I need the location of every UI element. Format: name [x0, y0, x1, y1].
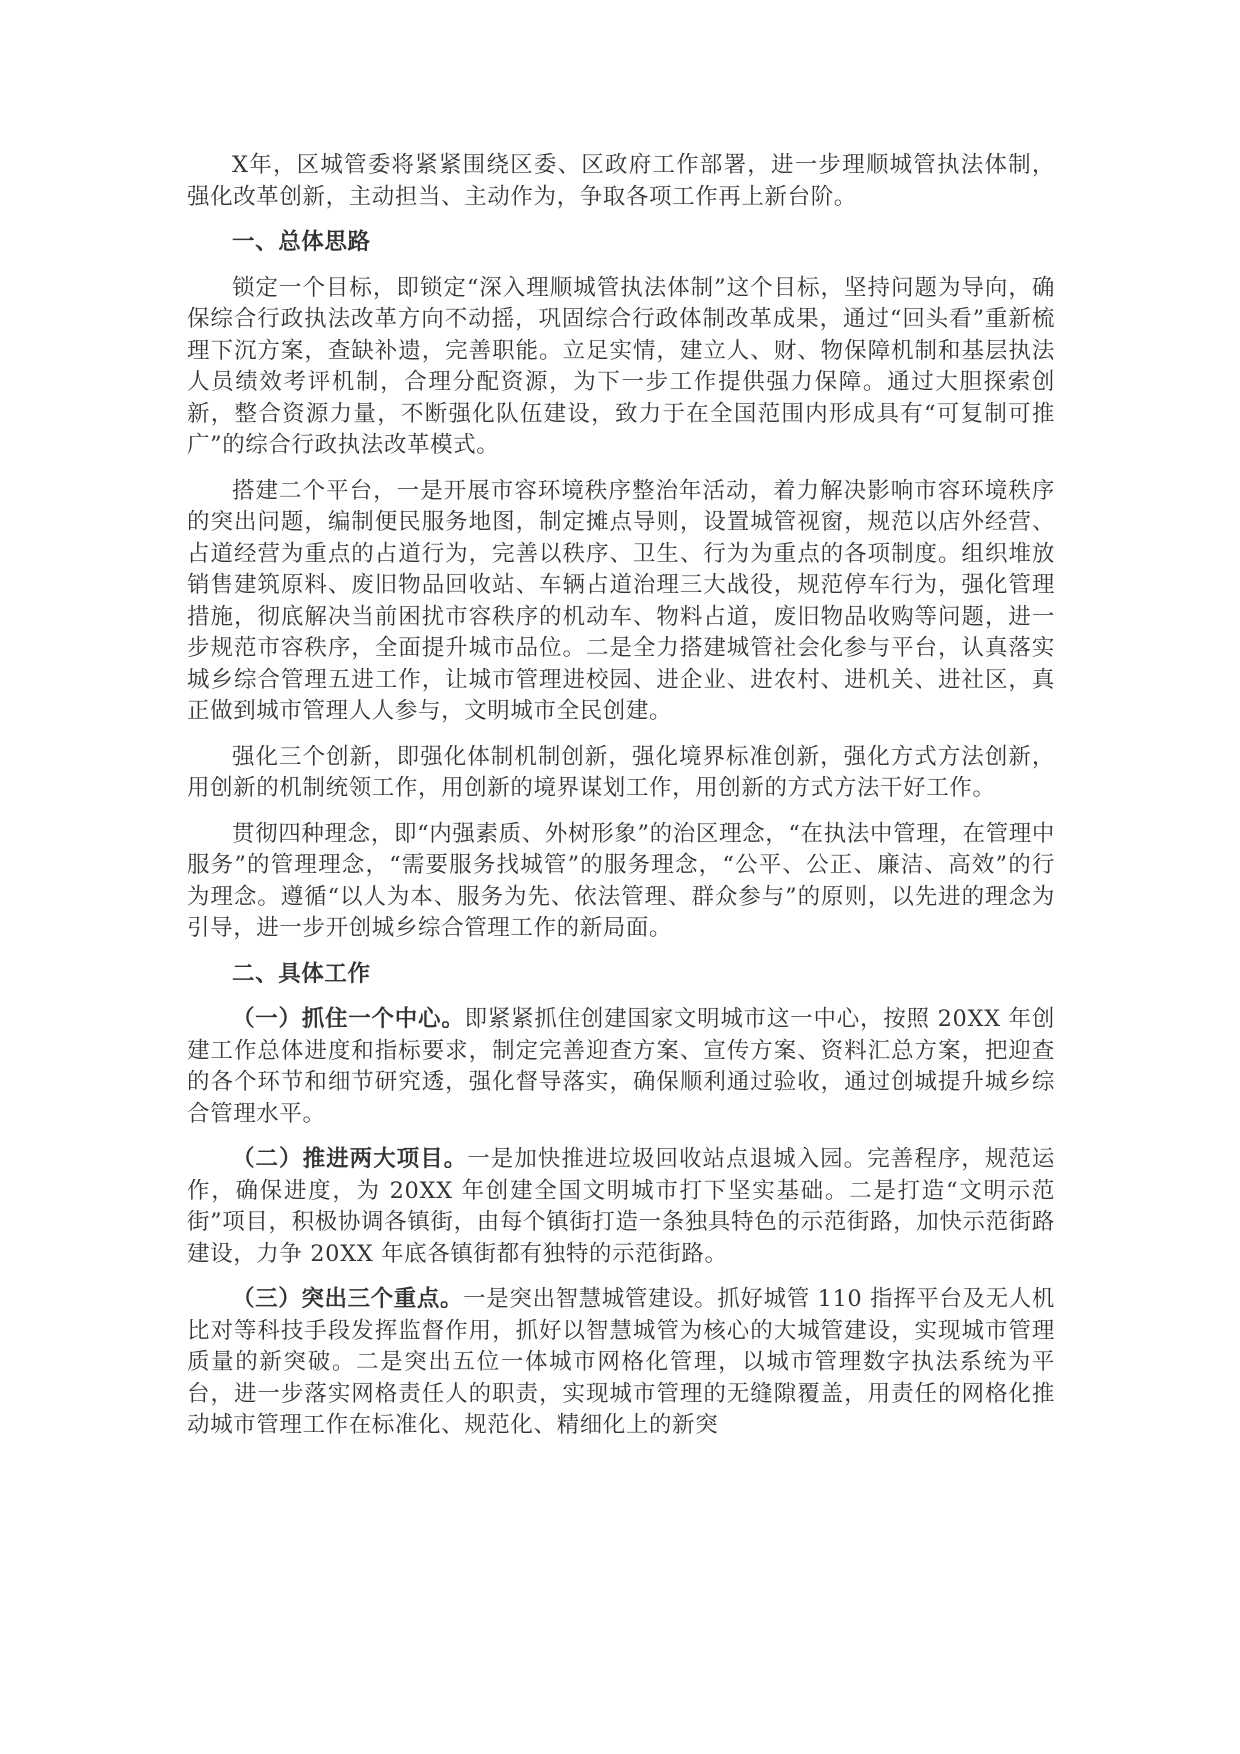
work-item-two-projects: [187, 1144, 1055, 1270]
paragraph-three-innovations: 强化三个创新，即强化体制机制创新，强化境界标准创新，强化方式方法创新，用创新的机制统领工作，用创新的境界谋划工作，用创新的方式方法干好工作。: [187, 743, 1055, 801]
work-item-lead: （三）突出三个重点。: [232, 1286, 464, 1312]
paragraph-two-platforms: 搭建二个平台，一是开展市容环境秩序整治年活动，着力解决影响市容环境秩序的突出问题，编制便民服务地图，制定摊点导则，设置城管视窗，规范以店外经营、占道经营为重点的占道行为，完善以秩序、卫生、行为为重点的各项制度。组织堆放销售建筑原料、废旧物品回收站、车辆占道治理三大战役，规范停车行为，强化管理措施，彻底解决当前困扰市容秩序的机动车、物料占道，废旧物品收购等问题，进一步规范市容秩序，全面提升城市品位。二是全力搭建城管社会化参与平台，认真落实城乡综合管理五进工作，让城市管理进校园、进企业、进农村、进机关、进社区，真正做到城市管理人人参与，文明城市全民创建。: [187, 477, 1055, 724]
section-heading-overall-approach: 一、总体思路: [232, 229, 371, 255]
work-item-one-center: [187, 1004, 1055, 1130]
work-item-text: 即紧紧抓住创建国家文明城市这一中心，按照 20XX 年创建工作总体进度和指标要求，制定完善迎查方案、宣传方案、资料汇总方案，把迎查的各个环节和细节研究透，强化督导落实，确保顺利通过验收，通过创城提升城乡综合管理水平。: [187, 1006, 1055, 1127]
work-item-text: 一是加快推进垃圾回收站点退城入园。完善程序，规范运作，确保进度，为 20XX 年创建全国文明城市打下坚实基础。二是打造“文明示范街”项目，积极协调各镇街，由每个镇街打造一条独具特色的示范街路，加快示范街路建设，力争 20XX 年底各镇街都有独特的示范街路。: [187, 1146, 1055, 1267]
paragraph-four-concepts: 贯彻四种理念，即“内强素质、外树形象”的治区理念，“在执法中管理，在管理中服务”的管理理念，“需要服务找城管”的服务理念，“公平、公正、廉洁、高效”的行为理念。遵循“以人为本、服务为先、依法管理、群众参与”的原则，以先进的理念为引导，进一步开创城乡综合管理工作的新局面。: [187, 820, 1055, 941]
work-item-text: 一是突出智慧城管建设。抓好城管 110 指挥平台及无人机比对等科技手段发挥监督作用，抓好以智慧城管为核心的大城管建设，实现城市管理质量的新突破。二是突出五位一体城市网格化管理，以城市管理数字执法系统为平台，进一步落实网格责任人的职责，实现城市管理的无缝隙覆盖，用责任的网格化推动城市管理工作在标准化、规范化、精细化上的新突: [187, 1286, 1055, 1438]
document-page: [187, 150, 1055, 1456]
work-item-lead: （二）推进两大项目。: [232, 1146, 468, 1172]
work-item-lead: （一）抓住一个中心。: [232, 1006, 465, 1032]
paragraph-one-goal: 锁定一个目标，即锁定“深入理顺城管执法体制”这个目标，坚持问题为导向，确保综合行政执法改革方向不动摇，巩固综合行政体制改革成果，通过“回头看”重新梳理下沉方案，查缺补遗，完善职能。立足实情，建立人、财、物保障机制和基层执法人员绩效考评机制，合理分配资源，为下一步工作提供强力保障。通过大胆探索创新，整合资源力量，不断强化队伍建设，致力于在全国范围内形成具有“可复制可推广”的综合行政执法改革模式。: [187, 274, 1055, 458]
work-item-three-priorities: [187, 1284, 1055, 1442]
intro-paragraph: X年，区城管委将紧紧围绕区委、区政府工作部署，进一步理顺城管执法体制，强化改革创新，主动担当、主动作为，争取各项工作再上新台阶。: [187, 152, 1055, 210]
section-heading-specific-work: 二、具体工作: [232, 960, 371, 987]
